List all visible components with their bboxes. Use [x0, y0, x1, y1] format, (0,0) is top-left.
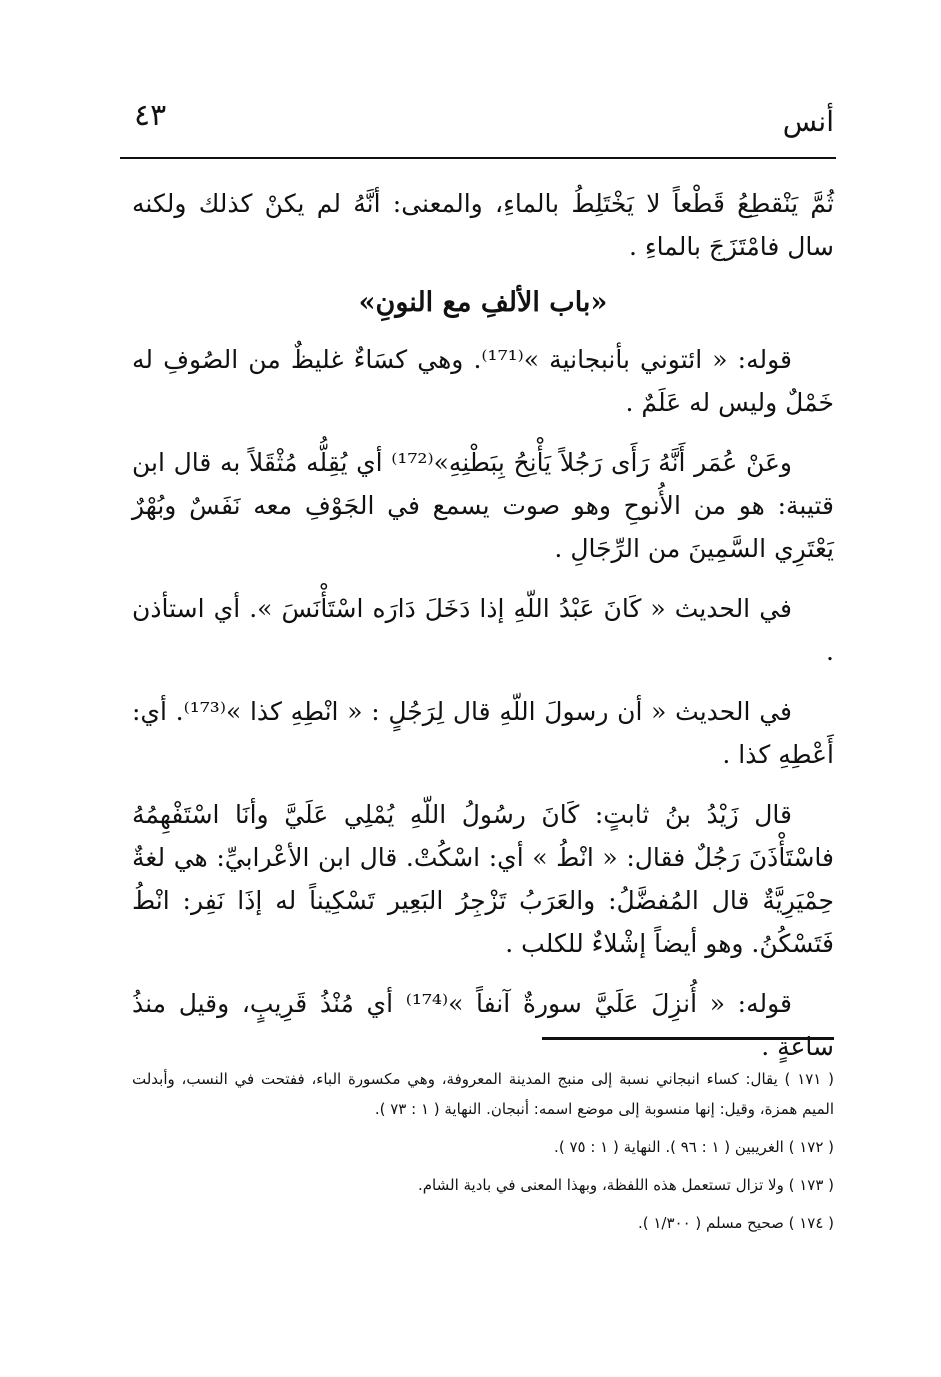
header-title: أنس	[782, 105, 834, 138]
paragraph: وعَنْ عُمَر أَنَّهُ رَأَى رَجُلاً يَأْنِحُ بِبَطْنِهِ»⁽¹⁷²⁾ أي يُقِلُّه مُثْقَلاً به قال ابن قتيبة: هو من الأُنوحِ وهو صوت يسمع في الجَوْفِ معه نَفَسٌ وبُهْرٌ يَعْتَرِي السَّمِينَ من الرِّجَالِ .	[132, 448, 834, 563]
running-header	[122, 92, 834, 152]
footnote-174: ( ١٧٤ ) صحيح مسلم ( ١/٣٠٠ ).	[637, 1214, 834, 1232]
paragraph-continuation: ثُمَّ يَنْقطِعُ قَطْعاً لا يَخْتَلِطُ بالماءِ، والمعنى: أنَّهُ لم يكنْ كذلك ولكنه سال فامْتَزَجَ بالماءِ .	[132, 189, 834, 261]
paragraph: قوله: « أُنزِلَ عَلَيَّ سورةٌ آنفاً »⁽¹⁷⁴⁾ أي مُنْذُ قَرِيبٍ، وقيل منذُ ساعةٍ .	[132, 989, 834, 1061]
paragraph: في الحديث « كَانَ عَبْدُ اللّهِ إذا دَخَلَ دَارَه اسْتَأْنَسَ ». أي استأذن .	[132, 594, 834, 666]
paragraph: في الحديث « أن رسولَ اللّهِ قال لِرَجُلٍ : « انْطِهِ كذا »⁽¹⁷³⁾. أي: أَعْطِهِ كذا .	[132, 697, 834, 769]
main-text	[132, 182, 834, 1085]
footnote-172: ( ١٧٢ ) الغريبين ( ١ : ٩٦ ). النهاية ( ١ : ٧٥ ).	[554, 1138, 834, 1156]
section-heading: «باب الألفِ مع النونِ»	[358, 287, 608, 318]
page-number: ٤٣	[134, 98, 167, 133]
footnotes	[132, 1064, 834, 1246]
footnote-173: ( ١٧٣ ) ولا تزال تستعمل هذه اللفظة، وبهذا المعنى في بادية الشام.	[418, 1176, 834, 1194]
header-divider	[120, 157, 836, 159]
footnote-171: ( ١٧١ ) يقال: كساء انبجاني نسبة إلى منبج المدينة المعروفة، وهي مكسورة الباء، ففتحت في النسب، وأبدلت الميم همزة، وقيل: إنها منسوبة إلى موضع اسمه: أنبجان. النهاية ( ١ : ٧٣ ).	[132, 1070, 834, 1118]
paragraph: قال زَيْدُ بنُ ثابتٍ: كَانَ رسُولُ اللّهِ يُمْلِي عَلَيَّ وأنَا اسْتَفْهِمُهُ فاسْتَأْذَنَ رَجُلٌ فقال: « انْطُ » أي: اسْكُتْ. قال ابن الأعْرابيِّ: هي لغةٌ حِمْيَرِيَّةٌ قال المُفضَّلُ: والعَرَبُ تَزْجِرُ البَعِير تَسْكِيناً له إذَا نَفِر: انْطُ فَتَسْكُنُ. وهو أيضاً إشْلاءٌ للكلب .	[132, 800, 834, 958]
paragraph: قوله: « ائتوني بأنبجانية »⁽¹⁷¹⁾. وهي كسَاءٌ غليظٌ من الصُوفِ له خَمْلٌ وليس له عَلَمٌ .	[132, 345, 834, 417]
footnote-divider	[542, 1037, 834, 1040]
